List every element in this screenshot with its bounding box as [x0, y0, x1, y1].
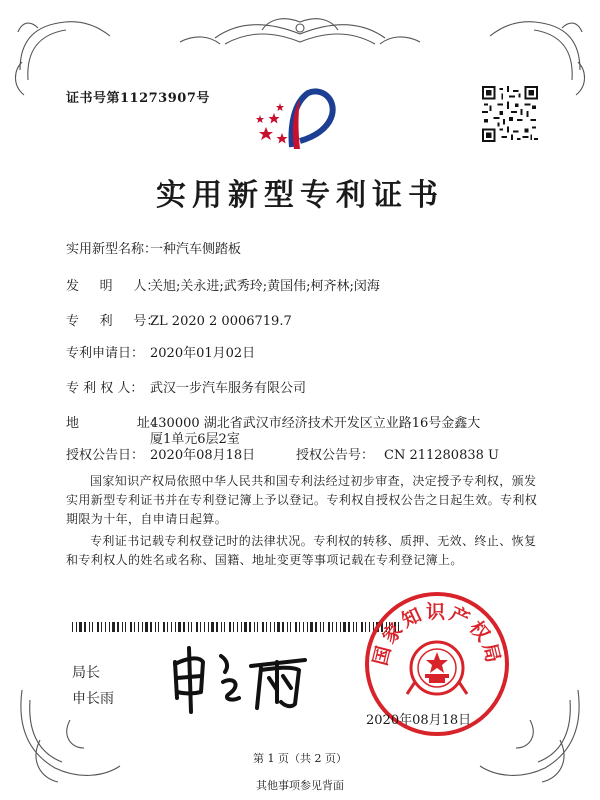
field-label-address: 地 址： — [66, 416, 163, 431]
field-value-address: 430000 湖北省武汉市经济技术开发区立业路16号金鑫大 — [150, 416, 481, 431]
cnipa-logo — [252, 85, 342, 155]
page-title: 实用新型专利证书 — [156, 178, 444, 213]
qr-code — [482, 86, 538, 142]
seal-date: 2020年08月18日 — [366, 713, 472, 728]
field-label-patent-number: 专 利 号： — [66, 314, 160, 329]
field-label-inventors: 发 明 人： — [66, 279, 160, 294]
director-title: 局长 — [72, 665, 100, 681]
barcode — [72, 622, 402, 632]
field-label-grant-date: 授权公告日： — [66, 448, 145, 463]
certificate-number: 证书号第11273907号 — [66, 91, 210, 106]
director-name: 申长雨 — [72, 691, 114, 707]
field-value-patent-number: ZL 2020 2 0006719.7 — [150, 314, 292, 329]
field-label-patentee: 专 利 权 人： — [66, 381, 144, 396]
field-value-filing-date: 2020年01月02日 — [150, 346, 256, 361]
field-value-patentee: 武汉一步汽车服务有限公司 — [150, 381, 307, 396]
field-label-filing-date: 专利申请日： — [66, 346, 145, 361]
field-value-inventors: 关旭;关永进;武秀玲;黄国伟;柯齐林;闵海 — [150, 279, 380, 294]
field-value-grant-number: CN 211280838 U — [384, 448, 499, 463]
field-label-grant-number: 授权公告号： — [296, 448, 375, 463]
footer-note: 其他事项参见背面 — [256, 779, 344, 792]
director-signature — [165, 642, 310, 717]
grant-statement-paragraph: 国家知识产权局依照中华人民共和国专利法经过初步审查，决定授予专利权，颁发实用新型专利证书并在专利登记簿上予以登记。专利权自授权公告之日起生效。专利权期限为十年，自申请日起算。 — [66, 474, 538, 526]
field-value-address-line2: 厦1单元6层2室 — [150, 432, 240, 447]
field-value-utility-name: 一种汽车侧踏板 — [150, 242, 242, 257]
field-label-utility-name: 实用新型名称： — [66, 242, 158, 257]
page-indicator: 第 1 页（共 2 页） — [253, 752, 347, 765]
field-value-grant-date: 2020年08月18日 — [150, 448, 256, 463]
seal-text: 国家知识产权局 — [369, 601, 505, 668]
legal-status-paragraph: 专利证书记载专利权登记时的法律状况。专利权的转移、质押、无效、终止、恢复和专利权人的姓名或名称、国籍、地址变更等事项记载在专利登记簿上。 — [66, 534, 537, 567]
